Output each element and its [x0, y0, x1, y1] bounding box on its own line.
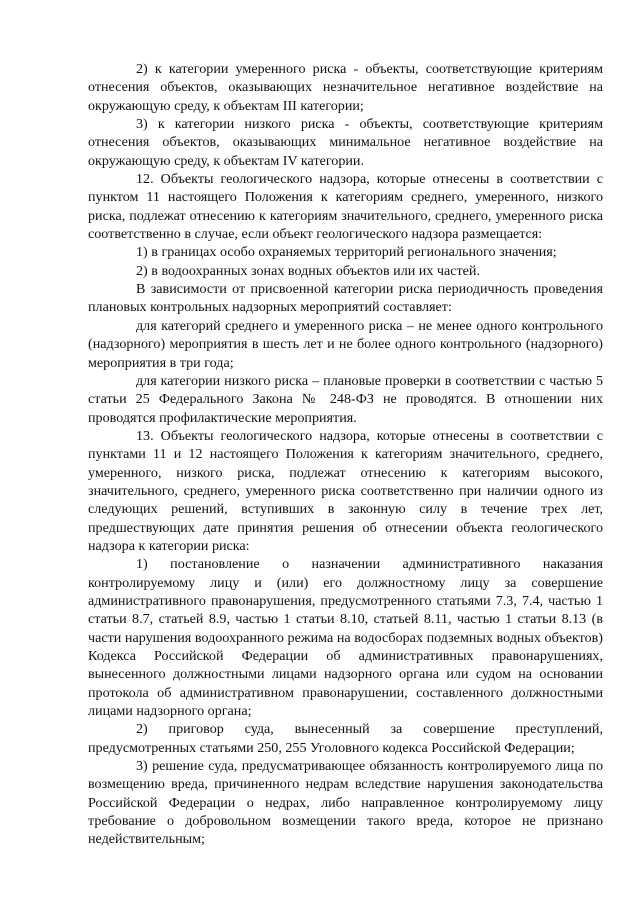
paragraph-13-item-3: 3) решение суда, предусматривающее обязанность контролируемого лица по возмещению вреда, причиненного недрам вследствие нарушения законодательства Российской Федерации о недрах, либо направленное контролируемому лицу требование о добровольном возмещении такого вреда, которое не признано недействительным;: [88, 758, 603, 848]
document-page: [88, 60, 603, 849]
paragraph-12-item-1: 1) в границах особо охраняемых территорий регионального значения;: [136, 244, 557, 261]
paragraph-low-risk-checks: для категории низкого риска – плановые проверки в соответствии с частью 5 статьи 25 Федерального Закона № 248-ФЗ не проводятся. В отношении них проводятся профилактические мероприятия.: [88, 372, 603, 426]
paragraph-moderate-risk: 2) к категории умеренного риска - объекты, соответствующие критериям отнесения объектов, оказывающих незначительное негативное воздействие на окружающую среду, к объектам III категории;: [88, 61, 603, 114]
paragraph-13-item-2: 2) приговор суда, вынесенный за совершение преступлений, предусмотренных статьями 250, 255 Уголовного кодекса Российской Федерации;: [88, 721, 603, 756]
paragraph-13-item-1: 1) постановление о назначении административного наказания контролируемому лицу и (или) его должностному лицу за совершение административного правонарушения, предусмотренного статьями 7.3, 7.4, частью 1 статьи 8.7, статьей 8.9, частью 1 статьи 8.10, статьей 8.11, частью 1 статьи 8.13 (в части нарушения водоохранного режима на водосборах подземных водных объектов) Кодекса Российской Федерации об административных правонарушениях, вынесенного должностными лицами надзорного органа или судом на основании протокола об административном правонарушении, составленного должностными лицами надзорного органа;: [88, 556, 603, 720]
paragraph-periodicity: В зависимости от присвоенной категории риска периодичность проведения плановых контрольных надзорных мероприятий составляет:: [88, 281, 603, 316]
paragraph-low-risk: 3) к категории низкого риска - объекты, соответствующие критериям отнесения объектов, оказывающих минимальное негативное воздействие на окружающую среду, к объектам IV категории.: [88, 116, 603, 169]
paragraph-medium-moderate: для категорий среднего и умеренного риска – не менее одного контрольного (надзорного) мероприятия в шесть лет и не более одного контрольного (надзорного) мероприятия в три года;: [88, 317, 603, 371]
paragraph-12-intro: 12. Объекты геологического надзора, которые отнесены в соответствии с пунктом 11 настоящего Положения к категориям среднего, умеренного, низкого риска, подлежат отнесению к категориям значительного, среднего, умеренного риска соответственно в случае, если объект геологического надзора размещается:: [88, 171, 603, 243]
paragraph-13-intro: 13. Объекты геологического надзора, которые отнесены в соответствии с пунктами 11 и 12 настоящего Положения к категориям значительного, среднего, умеренного, низкого риска, подлежат отнесению к категориям высокого, значительного, среднего, умеренного риска соответственно при наличии одного из следующих решений, вступивших в законную силу в течение трех лет, предшествующих дате принятия решения об отнесении объекта геологического надзора к категории риска:: [88, 427, 603, 554]
paragraph-12-item-2: 2) в водоохранных зонах водных объектов или их частей.: [136, 262, 480, 279]
